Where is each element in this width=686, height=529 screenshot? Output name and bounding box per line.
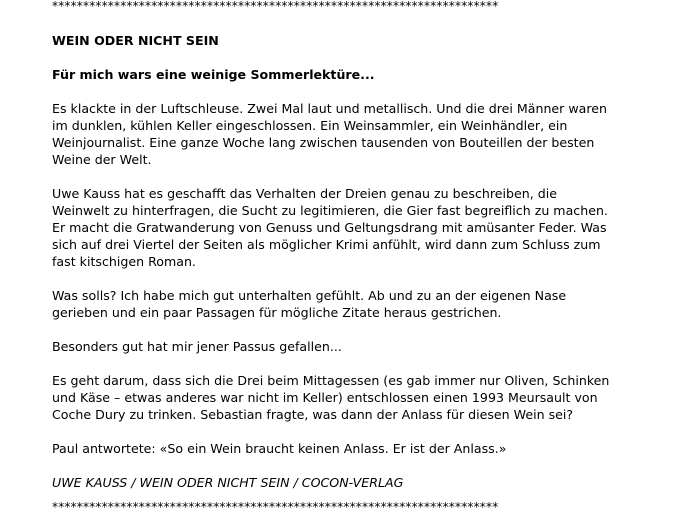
- text-line: Uwe Kauss hat es geschafft das Verhalten der Dreien genau zu beschreiben, die: [52, 186, 557, 201]
- text-line: Was solls? Ich habe mich gut unterhalten gefühlt. Ab und zu an der eigenen Nase: [52, 288, 567, 303]
- text-line: fast kitschigen Roman.: [52, 254, 196, 269]
- text-line: Er macht die Gratwanderung von Genuss und Geltungsdrang mit amüsanter Feder. Was: [52, 220, 607, 235]
- book-credit: UWE KAUSS / WEIN ODER NICHT SEIN / COCON-VERLAG: [52, 475, 404, 490]
- text-line: sich auf drei Viertel der Seiten als möglicher Krimi anfühlt, wird dann zum Schluss zum: [52, 237, 601, 252]
- paragraph-favorite: [52, 338, 642, 355]
- text-line: und Käse – etwas anderes war nicht im Keller) entschlossen einen 1993 Meursault von: [52, 390, 598, 405]
- article-title: WEIN ODER NICHT SEIN: [52, 33, 219, 48]
- text-line: Es geht darum, dass sich die Drei beim Mittagessen (es gab immer nur Oliven, Schinken: [52, 373, 610, 388]
- paragraph-review: [52, 185, 642, 270]
- paragraph-opinion: [52, 287, 642, 321]
- paragraph-quote: [52, 440, 642, 457]
- paragraph-intro: [52, 100, 642, 168]
- text-line: gerieben und ein paar Passagen für mögliche Zitate heraus gestrichen.: [52, 305, 502, 320]
- article-subtitle: Für mich wars eine weinige Sommerlektüre...: [52, 67, 375, 82]
- text-line: Weine der Welt.: [52, 152, 152, 167]
- text-line: im dunklen, kühlen Keller eingeschlossen. Ein Weinsammler, ein Weinhändler, ein: [52, 118, 568, 133]
- text-line: Es klackte in der Luftschleuse. Zwei Mal laut und metallisch. Und die drei Männer waren: [52, 101, 607, 116]
- text-line: Weinjournalist. Eine ganze Woche lang zwischen tausenden von Bouteillen der besten: [52, 135, 595, 150]
- bottom-separator: ************************************************************************: [52, 501, 499, 513]
- text-line: Paul antwortete: «So ein Wein braucht keinen Anlass. Er ist der Anlass.»: [52, 441, 507, 456]
- top-separator: ************************************************************************: [52, 0, 499, 12]
- text-line: Weinwelt zu hinterfragen, die Sucht zu legitimieren, die Gier fast begreiflich zu machen.: [52, 203, 608, 218]
- text-line: Besonders gut hat mir jener Passus gefallen...: [52, 339, 342, 354]
- paragraph-passage: [52, 372, 642, 423]
- text-line: Coche Dury zu trinken. Sebastian fragte, was dann der Anlass für diesen Wein sei?: [52, 407, 574, 422]
